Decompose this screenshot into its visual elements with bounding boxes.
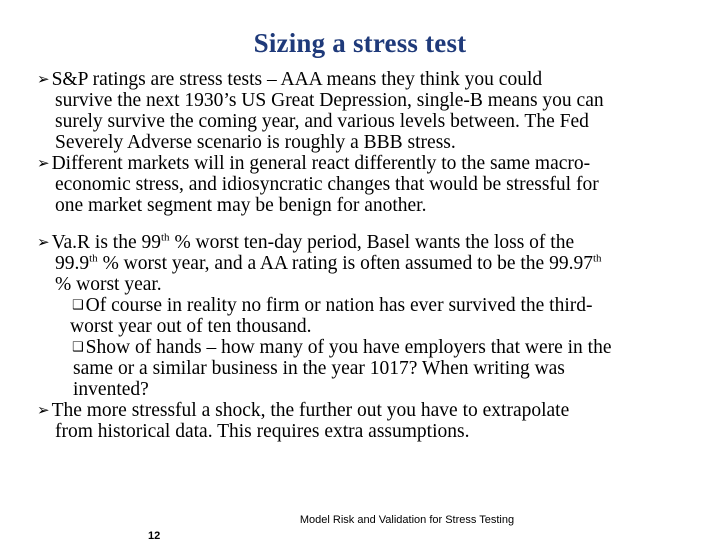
footer-caption: Model Risk and Validation for Stress Testing xyxy=(299,514,515,526)
bullet-text: The more stressful a shock, the further out you have to extrapolate xyxy=(51,400,570,421)
bullet-text: 99.9 xyxy=(55,253,90,274)
bullet-text: % worst year. xyxy=(55,274,162,295)
bullet-text: from historical data. This requires extra assumptions. xyxy=(55,421,470,442)
bullet-3 xyxy=(37,232,574,254)
superscript: th xyxy=(89,252,98,265)
bullet-4 xyxy=(37,400,569,422)
bullet-text: % worst year, and a AA rating is often assumed to be the 99.97 xyxy=(97,253,593,274)
arrow-bullet-icon: ➢ xyxy=(37,233,50,251)
sub-bullet-text: Of course in reality no firm or nation has ever survived the third- xyxy=(85,295,593,316)
bullet-text: Va.R is the 99 xyxy=(51,232,161,253)
sub-bullet-text: Show of hands – how many of you have employers that were in the xyxy=(85,337,612,358)
square-bullet-icon: ❑ xyxy=(72,298,84,313)
bullet-text-line xyxy=(55,253,602,274)
bullet-text: survive the next 1930’s US Great Depression, single-B means you can xyxy=(55,90,604,111)
bullet-2 xyxy=(37,153,590,175)
arrow-bullet-icon: ➢ xyxy=(37,401,50,419)
superscript: th xyxy=(161,231,170,244)
arrow-bullet-icon: ➢ xyxy=(37,70,50,88)
sub-bullet-2 xyxy=(72,337,612,360)
bullet-text: Different markets will in general react differently to the same macro- xyxy=(51,153,591,174)
bullet-text: one market segment may be benign for another. xyxy=(55,195,427,216)
sub-bullet-text: same or a similar business in the year 1017? When writing was xyxy=(73,358,565,379)
page-number: 12 xyxy=(148,530,161,542)
arrow-bullet-icon: ➢ xyxy=(37,154,50,172)
bullet-1 xyxy=(37,69,542,91)
square-bullet-icon: ❑ xyxy=(72,340,84,355)
bullet-text: Severely Adverse scenario is roughly a BBB stress. xyxy=(55,132,456,153)
bullet-text: surely survive the coming year, and various levels between. The Fed xyxy=(55,111,589,132)
sub-bullet-text: invented? xyxy=(73,379,149,400)
sub-bullet-text: worst year out of ten thousand. xyxy=(70,316,312,337)
bullet-text: economic stress, and idiosyncratic changes that would be stressful for xyxy=(55,174,599,195)
slide-title: Sizing a stress test xyxy=(253,28,467,58)
bullet-text: % worst ten-day period, Basel wants the loss of the xyxy=(169,232,575,253)
superscript: th xyxy=(592,252,602,265)
bullet-text: S&P ratings are stress tests – AAA means they think you could xyxy=(51,69,543,90)
sub-bullet-1 xyxy=(72,295,593,318)
